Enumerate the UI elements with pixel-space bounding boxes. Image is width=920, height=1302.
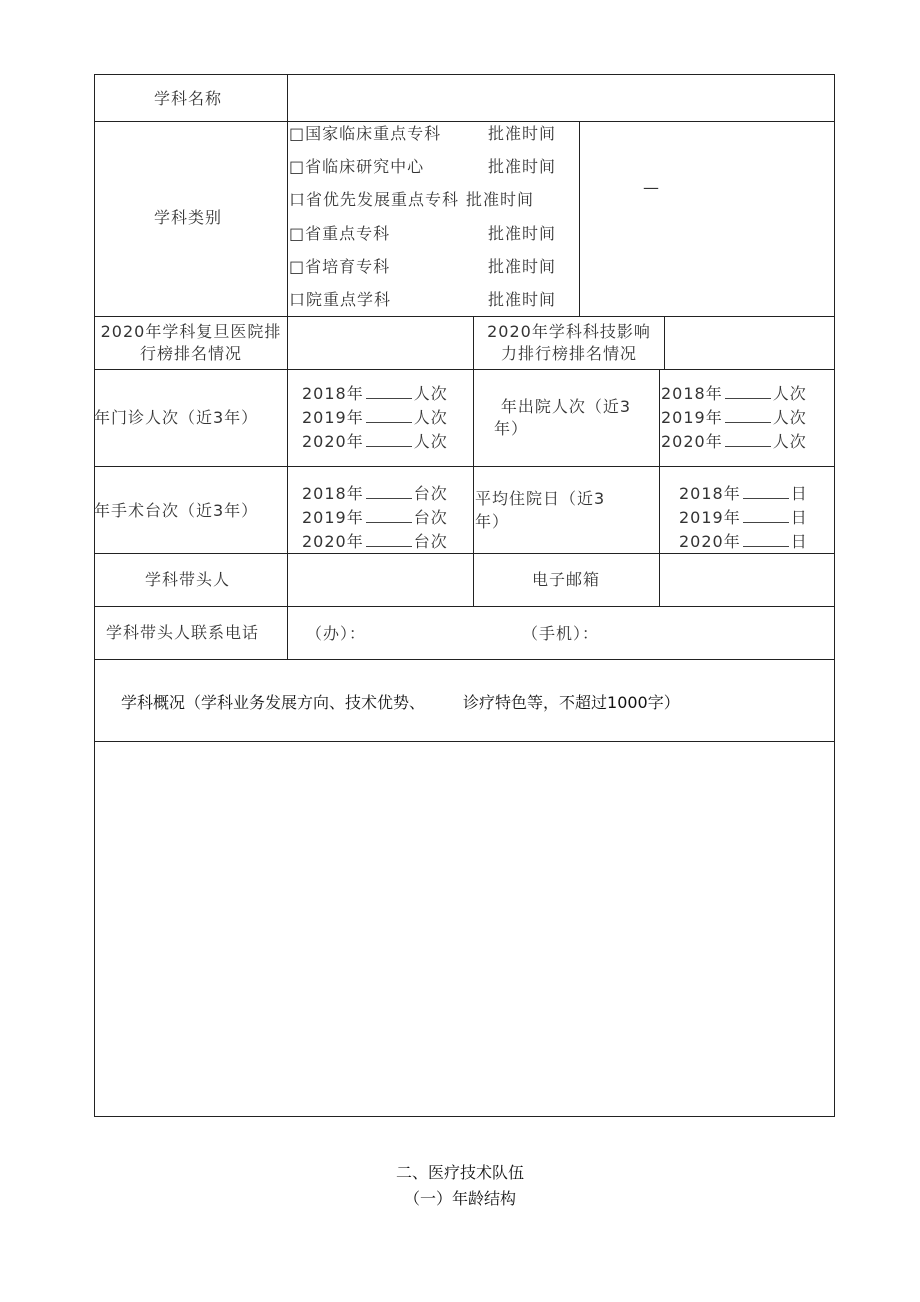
- approval-time-label: 批准时间: [488, 257, 557, 276]
- blank-line: [366, 384, 412, 399]
- year-label: 2020年: [302, 432, 364, 451]
- year-entry: [302, 408, 448, 428]
- year-label: 2019年: [679, 508, 741, 527]
- office-phone-label: （办）：: [306, 624, 367, 643]
- year-label: 2020年: [302, 532, 364, 551]
- unit-label: 人次: [413, 432, 448, 451]
- label-line: 力排行榜排名情况: [500, 344, 637, 363]
- subject-category-label: 学科类别: [154, 208, 223, 227]
- label-line: 行榜排名情况: [139, 344, 242, 363]
- fudan-ranking-label: [95, 322, 287, 364]
- column-divider: [659, 369, 660, 606]
- leader-phone-label: 学科带头人联系电话: [106, 623, 260, 642]
- category-label: □省临床研究中心: [289, 157, 425, 176]
- category-label: □省培育专科: [289, 257, 391, 276]
- approval-time-label: 批准时间: [488, 124, 557, 143]
- year-entry: [679, 508, 808, 528]
- label-line: 年出院人次（近3: [500, 397, 632, 416]
- blank-line: [366, 484, 412, 499]
- overview-textarea[interactable]: [96, 743, 833, 1115]
- row-divider: [94, 741, 835, 742]
- label-line: 2020年学科复旦医院排: [100, 322, 282, 341]
- unit-label: 日: [790, 508, 808, 527]
- mobile-phone-field[interactable]: [604, 610, 832, 656]
- approval-time-label: 批准时间: [488, 157, 557, 176]
- surgery-label: 年手术台次（近3年）: [94, 501, 259, 520]
- year-label: 2018年: [302, 384, 364, 403]
- blank-line: [743, 532, 789, 547]
- email-label: 电子邮箱: [532, 570, 601, 589]
- column-divider: [287, 74, 288, 659]
- section-heading: 二、医疗技术队伍: [395, 1163, 524, 1182]
- year-entry: [302, 484, 448, 504]
- row-divider: [94, 466, 835, 467]
- approval-time-label: 批准时间: [488, 290, 557, 309]
- label-line: 平均住院日（近3: [475, 489, 606, 508]
- year-label: 2019年: [302, 408, 364, 427]
- year-label: 2019年: [661, 408, 723, 427]
- tech-ranking-field[interactable]: [666, 318, 833, 368]
- blank-line: [743, 508, 789, 523]
- year-label: 2019年: [302, 508, 364, 527]
- unit-label: 人次: [772, 432, 807, 451]
- year-entry: [661, 384, 807, 404]
- label-line: 年）: [494, 419, 529, 438]
- unit-label: 人次: [772, 384, 807, 403]
- blank-line: [743, 484, 789, 499]
- unit-label: 台次: [413, 508, 448, 527]
- year-entry: [679, 532, 808, 552]
- row-divider: [94, 316, 835, 317]
- blank-line: [725, 408, 771, 423]
- unit-label: 台次: [413, 484, 448, 503]
- year-entry: [661, 408, 807, 428]
- category-label: 口院重点学科: [289, 290, 392, 309]
- subject-name-label: 学科名称: [154, 89, 223, 108]
- approval-time-label: 批准时间: [466, 190, 535, 209]
- row-divider: [94, 369, 835, 370]
- section-subheading: （一）年龄结构: [403, 1189, 516, 1208]
- discharge-label: [476, 397, 656, 439]
- email-field[interactable]: [661, 555, 833, 605]
- overview-label: [121, 693, 680, 713]
- label-line: 年）: [475, 512, 510, 531]
- year-label: 2020年: [661, 432, 723, 451]
- blank-line: [366, 432, 412, 447]
- mobile-phone-label: （手机）：: [522, 624, 600, 643]
- fudan-ranking-field[interactable]: [289, 318, 472, 368]
- row-divider: [94, 659, 835, 660]
- year-entry: [302, 508, 448, 528]
- overview-label-part: 学科概况（学科业务发展方向、技术优势、: [121, 693, 426, 712]
- leader-field[interactable]: [289, 555, 472, 605]
- label-line: 2020年学科科技影响: [487, 322, 651, 341]
- office-phone-field[interactable]: [370, 610, 500, 656]
- dash-mark: —: [643, 178, 660, 197]
- subject-name-field[interactable]: [289, 76, 833, 120]
- blank-line: [725, 384, 771, 399]
- year-label: 2018年: [679, 484, 741, 503]
- unit-label: 台次: [413, 532, 448, 551]
- year-label: 2020年: [679, 532, 741, 551]
- year-label: 2018年: [661, 384, 723, 403]
- category-label: 口省优先发展重点专科: [289, 190, 460, 209]
- unit-label: 日: [790, 532, 808, 551]
- blank-line: [366, 408, 412, 423]
- average-stay-label: [475, 489, 605, 532]
- row-divider: [94, 121, 835, 122]
- year-label: 2018年: [302, 484, 364, 503]
- column-divider: [579, 121, 580, 316]
- unit-label: 人次: [413, 408, 448, 427]
- approval-time-label: 批准时间: [488, 224, 557, 243]
- category-label: □省重点专科: [289, 224, 391, 243]
- category-label: □国家临床重点专科: [289, 124, 442, 143]
- leader-label: 学科带头人: [145, 570, 231, 589]
- year-entry: [302, 432, 448, 452]
- row-divider: [94, 606, 835, 607]
- row-divider: [94, 553, 835, 554]
- column-divider: [664, 316, 665, 369]
- year-entry: [302, 532, 448, 552]
- unit-label: 人次: [772, 408, 807, 427]
- outpatient-label: 年门诊人次（近3年）: [94, 408, 259, 427]
- unit-label: 人次: [413, 384, 448, 403]
- blank-line: [366, 532, 412, 547]
- year-entry: [679, 484, 808, 504]
- year-entry: [661, 432, 807, 452]
- unit-label: 日: [790, 484, 808, 503]
- tech-ranking-label: [474, 322, 664, 364]
- overview-label-part: 诊疗特色等，不超过1000字）: [463, 693, 680, 712]
- year-entry: [302, 384, 448, 404]
- blank-line: [366, 508, 412, 523]
- blank-line: [725, 432, 771, 447]
